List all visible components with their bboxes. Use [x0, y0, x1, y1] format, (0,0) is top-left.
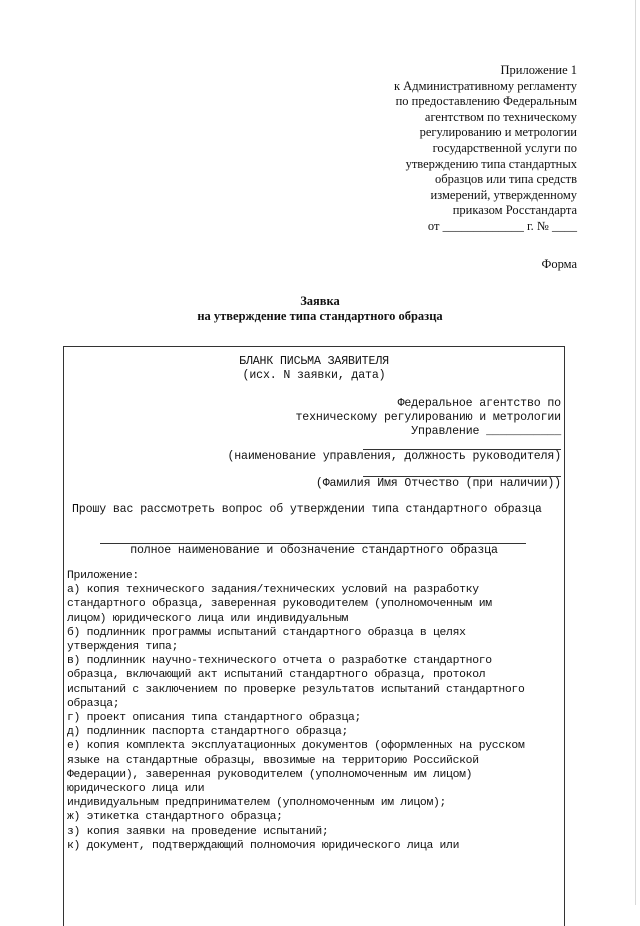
list-item: г) проект описания типа стандартного образца;	[67, 712, 362, 725]
department-caption: (наименование управления, должность руководителя)	[227, 450, 561, 463]
appendix-line: утверждению типа стандартных	[405, 156, 577, 171]
appendix-line: измерений, утвержденному	[430, 187, 577, 202]
appendix-date-line: от _____________ г. № ____	[427, 218, 577, 233]
form-label: Форма	[541, 257, 577, 271]
page-edge	[635, 0, 636, 905]
list-item: утверждения типа;	[67, 641, 179, 654]
list-item: з) копия заявки на проведение испытаний;	[67, 825, 329, 838]
appendix-line: агентством по техническому	[424, 109, 577, 124]
letterhead-caption: БЛАНК ПИСЬМА ЗАЯВИТЕЛЯ	[239, 355, 389, 368]
list-item: образца, включающий акт испытаний стандартного образца, протокол	[67, 669, 486, 682]
reference-caption: (исх. N заявки, дата)	[242, 369, 386, 382]
appendix-line: приказом Росстандарта	[452, 203, 577, 218]
list-item: ж) этикетка стандартного образца;	[67, 811, 283, 824]
attachments-heading: Приложение:	[67, 570, 139, 582]
addressee-line: техническому регулированию и метрологии	[295, 411, 561, 424]
appendix-header	[300, 63, 577, 235]
title-line-2: на утверждение типа стандартного образца	[197, 309, 443, 323]
attachments-list	[67, 569, 563, 853]
request-text: Прошу вас рассмотреть вопрос об утверждении типа стандартного образца	[72, 503, 542, 516]
list-item: к) документ, подтверждающий полномочия юридического лица или	[67, 839, 460, 852]
list-item: е) копия комплекта эксплуатационных документов (оформленных на русском	[67, 740, 525, 753]
addressee-line: Федеральное агентство по	[397, 397, 561, 410]
appendix-line: Приложение 1	[500, 63, 577, 77]
document-title	[0, 294, 640, 324]
list-item: индивидуальным предпринимателем (уполномоченным им лицом);	[67, 797, 447, 810]
list-item: в) подлинник научно-технического отчета о разработке стандартного	[67, 655, 492, 668]
appendix-line: регулированию и метрологии	[419, 125, 577, 140]
appendix-line: государственной услуги по	[432, 140, 577, 155]
list-item: юридического лица или	[67, 783, 205, 796]
list-item: д) подлинник паспорта стандартного образца;	[67, 726, 349, 739]
list-item: б) подлинник программы испытаний стандартного образца в целях	[67, 626, 466, 639]
name-caption: (Фамилия Имя Отчество (при наличии))	[315, 477, 561, 490]
sample-name-caption: полное наименование и обозначение стандартного образца	[130, 544, 498, 557]
list-item: стандартного образца, заверенная руководителем (уполномоченным им	[67, 598, 492, 611]
list-item: а) копия технического задания/технических условий на разработку	[67, 584, 479, 597]
title-line-1: Заявка	[300, 294, 340, 308]
list-item: образца;	[67, 697, 120, 710]
list-item: языке на стандартные образцы, ввозимые на территорию Российской	[67, 754, 479, 767]
list-item: Федерации), заверенная руководителем (уполномоченным им лицом)	[67, 768, 473, 781]
list-item: испытаний с заключением по проверке результатов испытаний стандартного	[67, 683, 525, 696]
appendix-line: образцов или типа средств	[434, 172, 577, 187]
addressee-line: Управление ___________	[411, 425, 561, 438]
appendix-line: по предоставлению Федеральным	[395, 94, 577, 109]
appendix-line: к Административному регламенту	[393, 78, 577, 93]
list-item: лицом) юридического лица или индивидуальным	[67, 612, 349, 625]
